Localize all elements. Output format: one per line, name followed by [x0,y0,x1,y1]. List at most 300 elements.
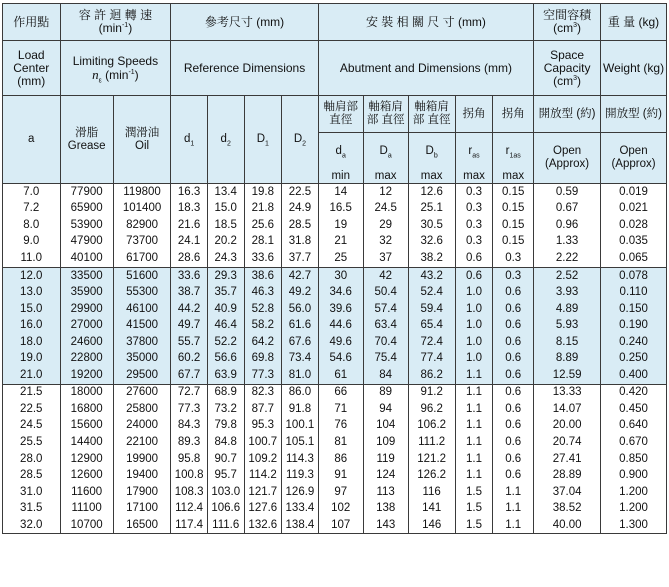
table-cell: 22100 [113,434,171,451]
table-cell: 1.1 [455,367,493,384]
table-cell: 11100 [60,500,113,517]
col-Da-sub: a [387,151,392,159]
table-cell: 29.3 [207,267,244,284]
table-cell: 63.9 [207,367,244,384]
table-cell: 8.0 [3,217,61,234]
shaft-shoulder-l1: 軸肩部 [323,101,358,113]
table-cell: 19.8 [244,184,282,201]
table-cell: 0.96 [534,217,601,234]
table-cell: 101400 [113,201,171,218]
col-Db [408,133,455,170]
table-cell: 132.6 [244,517,282,534]
table-cell: 24.1 [171,234,208,251]
table-cell: 24.3 [207,250,244,267]
spec-table-container [2,3,667,534]
table-cell: 0.15 [493,217,534,234]
table-cell: 31.8 [282,234,319,251]
table-cell: 0.3 [455,217,493,234]
table-cell: 32.0 [3,517,61,534]
table-cell: 54.6 [318,350,363,367]
table-cell: 0.67 [534,201,601,218]
table-cell: 1.1 [493,484,534,501]
table-cell: 84.8 [207,434,244,451]
table-cell: 58.2 [244,317,282,334]
weight-cn: 重 量 (kg) [601,4,667,41]
table-cell: 105.1 [282,434,319,451]
table-cell: 91.8 [282,401,319,418]
col-corner1-cn: 拐角 [455,96,493,133]
table-cell: 29500 [113,367,171,384]
col-oil-en: Oil [135,139,150,152]
table-cell: 119 [363,451,408,468]
table-cell: 24000 [113,418,171,435]
table-cell: 25 [318,250,363,267]
table-cell: 141 [408,500,455,517]
space-capacity-en-l2: Capacity [543,60,591,75]
table-cell: 95.3 [244,418,282,435]
table-cell: 18.3 [171,201,208,218]
table-cell: 0.3 [493,267,534,284]
table-cell: 138.4 [282,517,319,534]
col-d1-sub: 1 [190,140,195,148]
weight-en: Weight (kg) [601,41,667,96]
table-row [3,267,667,284]
table-cell: 77.3 [244,367,282,384]
table-cell: 35900 [60,284,113,301]
table-row [3,284,667,301]
table-cell: 96.2 [408,401,455,418]
table-cell: 12.6 [408,184,455,201]
table-cell: 91.2 [408,384,455,401]
col-ras [455,133,493,170]
table-cell: 1.0 [455,301,493,318]
table-row [3,201,667,218]
table-cell: 1.5 [455,517,493,534]
table-cell: 24.5 [3,418,61,435]
table-cell: 16500 [113,517,171,534]
table-cell: 20.74 [534,434,601,451]
table-cell: 31.0 [3,484,61,501]
table-cell: 47900 [60,234,113,251]
table-row [3,484,667,501]
table-cell: 109 [363,434,408,451]
col-open-weight-l2: (Approx) [611,158,656,170]
table-cell: 35000 [113,350,171,367]
table-cell: 25800 [113,401,171,418]
table-cell: 14400 [60,434,113,451]
col-Da [363,133,408,170]
table-cell: 39.6 [318,301,363,318]
table-cell: 100.8 [171,467,208,484]
table-cell: 38.6 [244,267,282,284]
row-group [3,184,667,268]
table-cell: 38.7 [171,284,208,301]
table-cell: 33.6 [171,267,208,284]
table-cell: 81 [318,434,363,451]
col-rlas-qualifier: max [493,169,534,184]
table-cell: 95.7 [207,467,244,484]
table-cell: 28.6 [171,250,208,267]
table-cell: 31.5 [3,500,61,517]
table-row [3,317,667,334]
table-cell: 76 [318,418,363,435]
table-cell: 24.9 [282,201,319,218]
col-da-qualifier: min [318,169,363,184]
table-cell: 37 [363,250,408,267]
table-cell: 1.0 [455,350,493,367]
table-row [3,467,667,484]
space-capacity-en [534,41,601,96]
table-cell: 1.5 [455,484,493,501]
table-cell: 87.7 [244,401,282,418]
table-cell: 109.2 [244,451,282,468]
table-cell: 55.7 [171,334,208,351]
limiting-speeds-cn-unit-sup: -1 [121,22,129,29]
col-open-weight-l1: Open [619,145,648,157]
table-cell: 46.3 [244,284,282,301]
table-header [3,4,667,184]
table-row [3,401,667,418]
limiting-speeds-cn-unit: (min [98,21,122,35]
table-cell: 29 [363,217,408,234]
table-cell: 106.2 [408,418,455,435]
limiting-speeds-cn-text: 容 許 迴 轉 速 [78,8,153,22]
col-ras-sub: as [472,151,480,159]
table-cell: 61700 [113,250,171,267]
table-cell: 63.4 [363,317,408,334]
table-cell: 72.4 [408,334,455,351]
table-cell: 79.8 [207,418,244,435]
col-grease-en: Grease [67,139,106,152]
table-cell: 13.4 [207,184,244,201]
table-cell: 0.6 [493,334,534,351]
table-cell: 73700 [113,234,171,251]
table-cell: 72.7 [171,384,208,401]
table-cell: 75.4 [363,350,408,367]
table-cell: 61.6 [282,317,319,334]
table-cell: 0.6 [455,267,493,284]
table-cell: 67.6 [282,334,319,351]
table-cell: 95.8 [171,451,208,468]
table-cell: 0.59 [534,184,601,201]
col-open [534,133,601,184]
table-cell: 1.33 [534,234,601,251]
table-cell: 11600 [60,484,113,501]
abutment-en: Abutment and Dimensions (mm) [318,41,533,96]
table-cell: 0.15 [493,234,534,251]
housing-shoulder2-l1: 軸箱肩 [414,101,449,113]
table-cell: 0.110 [601,284,667,301]
table-cell: 12 [363,184,408,201]
table-cell: 69.8 [244,350,282,367]
table-cell: 11.0 [3,250,61,267]
table-cell: 21.6 [171,217,208,234]
table-cell: 34.6 [318,284,363,301]
table-cell: 19200 [60,367,113,384]
table-cell: 0.240 [601,334,667,351]
table-cell: 49.2 [282,284,319,301]
table-cell: 97 [318,484,363,501]
col-ras-sym: r [468,144,473,157]
table-cell: 121.7 [244,484,282,501]
table-cell: 41500 [113,317,171,334]
table-cell: 0.6 [493,350,534,367]
table-cell: 16.3 [171,184,208,201]
table-cell: 18.5 [207,217,244,234]
shaft-shoulder-l2: 直徑 [329,114,353,126]
table-cell: 19.0 [3,350,61,367]
table-cell: 12.59 [534,367,601,384]
table-cell: 73.2 [207,401,244,418]
col-D1-sym: D [256,133,266,145]
table-cell: 25.5 [3,434,61,451]
col-Da-qualifier: max [363,169,408,184]
table-cell: 0.035 [601,234,667,251]
table-cell: 18.0 [3,334,61,351]
housing-shoulder2-l2: 部 直徑 [412,114,451,126]
table-cell: 60.2 [171,350,208,367]
limiting-speeds-en-unit: (min [105,67,129,82]
table-cell: 38.52 [534,500,601,517]
table-cell: 52.4 [408,284,455,301]
table-cell: 9.0 [3,234,61,251]
table-row [3,434,667,451]
table-cell: 28.89 [534,467,601,484]
table-cell: 14 [318,184,363,201]
table-cell: 112.4 [171,500,208,517]
table-cell: 1.1 [455,384,493,401]
table-cell: 127.6 [244,500,282,517]
col-D2 [282,96,319,184]
col-open-l1: Open [553,145,582,157]
col-D2-sym: D [293,133,303,145]
space-capacity-cn [534,4,601,41]
table-cell: 57.4 [363,301,408,318]
table-cell: 77.4 [408,350,455,367]
table-cell: 0.3 [455,234,493,251]
table-cell: 111.2 [408,434,455,451]
table-cell: 100.7 [244,434,282,451]
table-cell: 0.150 [601,301,667,318]
table-cell: 86.2 [408,367,455,384]
table-row [3,451,667,468]
table-cell: 22800 [60,350,113,367]
table-cell: 0.190 [601,317,667,334]
col-rlas-sub: 1as [509,151,521,159]
table-cell: 38.2 [408,250,455,267]
table-cell: 124 [363,467,408,484]
table-cell: 0.6 [493,301,534,318]
table-cell: 52.8 [244,301,282,318]
col-oil [113,96,171,184]
table-cell: 119.3 [282,467,319,484]
abutment-cn: 安 裝 相 關 尺 寸 (mm) [318,4,533,41]
col-grease-cn: 滑脂 [75,126,99,139]
col-open-l2: (Approx) [545,158,590,170]
reference-dims-en: Reference Dimensions [171,41,318,96]
table-cell: 40100 [60,250,113,267]
col-shaft-shoulder-cn [318,96,363,133]
table-cell: 50.4 [363,284,408,301]
table-cell: 43.2 [408,267,455,284]
table-cell: 1.200 [601,484,667,501]
table-cell: 21.8 [244,201,282,218]
table-cell: 35.7 [207,284,244,301]
table-cell: 89.3 [171,434,208,451]
table-cell: 1.1 [455,401,493,418]
table-cell: 30.5 [408,217,455,234]
table-cell: 25.1 [408,201,455,218]
table-cell: 0.019 [601,184,667,201]
load-center-en-l1: Load [17,47,45,62]
table-cell: 15600 [60,418,113,435]
table-cell: 1.1 [493,500,534,517]
table-cell: 28.5 [3,467,61,484]
table-cell: 86 [318,451,363,468]
table-cell: 73.4 [282,350,319,367]
table-cell: 116 [408,484,455,501]
table-cell: 0.3 [455,201,493,218]
table-cell: 17900 [113,484,171,501]
table-cell: 2.52 [534,267,601,284]
col-open-type-w-cn: 開放型 (約) [601,96,667,133]
table-cell: 0.6 [493,367,534,384]
table-cell: 16800 [60,401,113,418]
table-cell: 77.3 [171,401,208,418]
load-center-cn: 作用點 [3,4,61,41]
table-cell: 27.41 [534,451,601,468]
table-cell: 37.7 [282,250,319,267]
table-cell: 1.0 [455,284,493,301]
table-cell: 33500 [60,267,113,284]
table-cell: 13.33 [534,384,601,401]
table-cell: 65900 [60,201,113,218]
col-d2 [207,96,244,184]
table-cell: 1.0 [455,334,493,351]
table-cell: 17100 [113,500,171,517]
table-cell: 55300 [113,284,171,301]
col-rlas [493,133,534,170]
table-cell: 30 [318,267,363,284]
table-cell: 12600 [60,467,113,484]
table-cell: 114.3 [282,451,319,468]
space-capacity-en-l1: Space [550,47,585,62]
table-cell: 59.4 [408,301,455,318]
limiting-speeds-cn-unit-close: ) [128,21,133,35]
table-cell: 7.0 [3,184,61,201]
table-cell: 0.6 [493,384,534,401]
table-cell: 1.1 [455,467,493,484]
limiting-speeds-en [60,41,171,96]
table-cell: 143 [363,517,408,534]
table-cell: 0.6 [493,434,534,451]
col-corner2-cn: 拐角 [493,96,534,133]
table-cell: 0.400 [601,367,667,384]
table-cell: 33.6 [244,250,282,267]
table-cell: 65.4 [408,317,455,334]
table-cell: 13.0 [3,284,61,301]
table-cell: 3.93 [534,284,601,301]
space-capacity-cn-text: 空間容積 [543,8,592,22]
table-cell: 4.89 [534,301,601,318]
table-cell: 29900 [60,301,113,318]
table-cell: 100.1 [282,418,319,435]
limiting-speeds-symbol-sub: ε [98,76,102,84]
col-d1-sym: d [183,133,191,145]
table-cell: 107 [318,517,363,534]
housing-shoulder-l1: 軸箱肩 [368,101,403,113]
table-cell: 1.1 [455,418,493,435]
table-cell: 94 [363,401,408,418]
table-cell: 37.04 [534,484,601,501]
table-cell: 138 [363,500,408,517]
table-cell: 82900 [113,217,171,234]
table-cell: 12.0 [3,267,61,284]
table-cell: 121.2 [408,451,455,468]
table-cell: 10700 [60,517,113,534]
table-cell: 22.5 [3,401,61,418]
table-cell: 20.2 [207,234,244,251]
table-cell: 66 [318,384,363,401]
table-cell: 40.00 [534,517,601,534]
table-cell: 111.6 [207,517,244,534]
table-cell: 71 [318,401,363,418]
table-cell: 2.22 [534,250,601,267]
table-cell: 1.1 [493,517,534,534]
table-cell: 0.078 [601,267,667,284]
table-cell: 16.0 [3,317,61,334]
limiting-speeds-symbol: n [92,66,99,82]
header-row-en [3,41,667,96]
table-cell: 0.021 [601,201,667,218]
table-row [3,384,667,401]
table-cell: 46.4 [207,317,244,334]
table-cell: 119800 [113,184,171,201]
table-cell: 0.6 [493,467,534,484]
table-cell: 103.0 [207,484,244,501]
col-open-type-cn: 開放型 (約) [534,96,601,133]
table-row [3,250,667,267]
table-cell: 1.1 [455,434,493,451]
table-cell: 19900 [113,451,171,468]
col-da [318,133,363,170]
table-cell: 25.6 [244,217,282,234]
table-row [3,234,667,251]
table-cell: 8.89 [534,350,601,367]
table-cell: 67.7 [171,367,208,384]
table-cell: 27000 [60,317,113,334]
table-cell: 0.028 [601,217,667,234]
table-cell: 64.2 [244,334,282,351]
table-cell: 19400 [113,467,171,484]
limiting-speeds-en-unit-sup: -1 [128,68,135,76]
table-cell: 1.200 [601,500,667,517]
header-row-sym-top [3,96,667,133]
table-cell: 0.6 [493,451,534,468]
table-cell: 46100 [113,301,171,318]
table-cell: 32 [363,234,408,251]
table-cell: 0.15 [493,201,534,218]
table-cell: 42 [363,267,408,284]
table-cell: 21 [318,234,363,251]
table-cell: 15.0 [207,201,244,218]
table-cell: 49.6 [318,334,363,351]
table-cell: 82.3 [244,384,282,401]
table-cell: 16.5 [318,201,363,218]
table-cell: 51600 [113,267,171,284]
table-cell: 12900 [60,451,113,468]
col-rlas-sym: r [505,144,510,157]
